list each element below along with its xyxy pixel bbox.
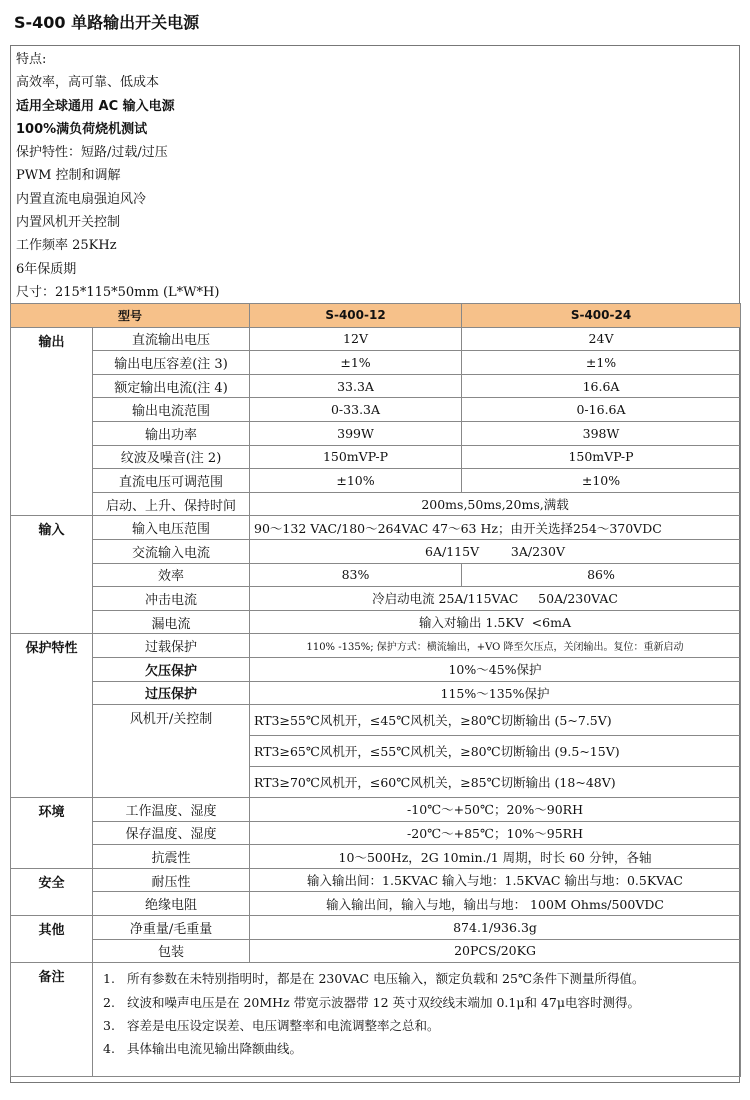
cell-value: 83% — [250, 563, 462, 587]
row-label: 效率 — [93, 563, 250, 587]
row-label: 输出电压容差(注 3) — [93, 351, 250, 375]
table-row — [11, 705, 741, 736]
feature-item: 100%满负荷烧机测试 — [16, 121, 148, 137]
table-row — [11, 610, 741, 634]
note-number: 2. — [103, 994, 115, 1010]
row-label: 抗震性 — [93, 845, 250, 869]
table-row — [11, 445, 741, 469]
note-number: 1. — [103, 971, 115, 987]
feature-item: 内置直流电扇强迫风冷 — [16, 191, 147, 207]
row-label: 过压保护 — [93, 681, 250, 705]
category-safety: 安全 — [11, 868, 93, 915]
cell-value: 0-16.6A — [462, 398, 741, 422]
row-label: 包装 — [93, 939, 250, 963]
cell-value: 24V — [462, 327, 741, 351]
row-label: 欠压保护 — [93, 657, 250, 681]
cell-value: ±1% — [250, 351, 462, 375]
row-label: 交流输入电流 — [93, 539, 250, 563]
cell-value: RT3≥65℃风机开，≤55℃风机关，≥80℃切断输出 (9.5~15V) — [250, 736, 741, 767]
note-item — [103, 991, 730, 1014]
feature-item: 6年保质期 — [16, 261, 77, 277]
category-notes: 备注 — [11, 963, 93, 1077]
row-label: 过载保护 — [93, 634, 250, 658]
header-model-24: S-400-24 — [462, 304, 741, 328]
row-label: 保存温度、湿度 — [93, 821, 250, 845]
table-row — [11, 539, 741, 563]
cell-value: 33.3A — [250, 374, 462, 398]
cell-value: 200ms,50ms,20ms,满载 — [250, 492, 741, 516]
feature-item: PWM 控制和调解 — [16, 168, 121, 184]
table-row — [11, 634, 741, 658]
cell-value: ±1% — [462, 351, 741, 375]
cell-value: 输入输出间，输入与地，输出与地： 100M Ohms/500VDC — [250, 892, 741, 916]
table-row — [11, 374, 741, 398]
cell-value: RT3≥70℃风机开，≤60℃风机关，≥85℃切断输出 (18~48V) — [250, 767, 741, 798]
cell-value: 399W — [250, 421, 462, 445]
table-row — [11, 327, 741, 351]
row-label: 风机开/关控制 — [93, 705, 250, 798]
cell-value: 冷启动电流 25A/115VAC 50A/230VAC — [250, 587, 741, 611]
row-label: 工作温度、湿度 — [93, 798, 250, 822]
cell-value: 10～500Hz，2G 10min./1 周期，时长 60 分钟，各轴 — [250, 845, 741, 869]
note-number: 3. — [103, 1018, 115, 1034]
feature-item: 尺寸：215*115*50mm (L*W*H) — [16, 284, 220, 300]
cell-value: -10℃～+50℃；20%～90RH — [250, 798, 741, 822]
table-row — [11, 821, 741, 845]
note-text: 纹波和噪声电压是在 20MHz 带宽示波器带 12 英寸双绞线末端加 0.1μ和 47μ电容时测得。 — [127, 994, 640, 1010]
feature-item: 高效率，高可靠、低成本 — [16, 75, 160, 91]
table-row — [11, 492, 741, 516]
row-label: 启动、上升、保持时间 — [93, 492, 250, 516]
cell-value: 86% — [462, 563, 741, 587]
cell-value: 90～132 VAC/180～264VAC 47～63 Hz；由开关选择254～370VDC — [250, 516, 741, 540]
table-row — [11, 963, 741, 1077]
cell-value: 150mVP-P — [462, 445, 741, 469]
row-label: 直流输出电压 — [93, 327, 250, 351]
cell-value: 398W — [462, 421, 741, 445]
table-row — [11, 516, 741, 540]
cell-value: -20℃～+85℃；10%～95RH — [250, 821, 741, 845]
note-number: 4. — [103, 1041, 115, 1057]
cell-value: 0-33.3A — [250, 398, 462, 422]
note-text: 容差是电压设定误差、电压调整率和电流调整率之总和。 — [127, 1018, 440, 1034]
header-model-12: S-400-12 — [250, 304, 462, 328]
table-row — [11, 681, 741, 705]
row-label: 冲击电流 — [93, 587, 250, 611]
table-header-row — [11, 304, 741, 328]
table-row — [11, 351, 741, 375]
row-label: 绝缘电阻 — [93, 892, 250, 916]
cell-value: 20PCS/20KG — [250, 939, 741, 963]
table-row — [11, 657, 741, 681]
note-item — [103, 967, 730, 990]
table-row — [11, 798, 741, 822]
row-label: 输入电压范围 — [93, 516, 250, 540]
table-row — [11, 845, 741, 869]
row-label: 净重量/毛重量 — [93, 916, 250, 940]
cell-value: ±10% — [462, 469, 741, 493]
row-label: 输出功率 — [93, 421, 250, 445]
notes-cell — [93, 963, 741, 1077]
note-item — [103, 1037, 730, 1060]
cell-value: 874.1/936.3g — [250, 916, 741, 940]
cell-value: 输入输出间：1.5KVAC 输入与地：1.5KVAC 输出与地：0.5KVAC — [250, 868, 741, 892]
cell-value: 16.6A — [462, 374, 741, 398]
header-model: 型号 — [11, 304, 250, 328]
row-label: 漏电流 — [93, 610, 250, 634]
row-label: 耐压性 — [93, 868, 250, 892]
cell-value: 输入对输出 1.5KV <6mA — [250, 610, 741, 634]
category-output: 输出 — [11, 327, 93, 516]
feature-item: 工作频率 25KHz — [16, 238, 117, 254]
category-protection: 保护特性 — [11, 634, 93, 798]
feature-item: 内置风机开关控制 — [16, 215, 121, 231]
category-environment: 环境 — [11, 798, 93, 869]
table-row — [11, 398, 741, 422]
note-item — [103, 1014, 730, 1037]
cell-value: 10%～45%保护 — [250, 657, 741, 681]
cell-value: 12V — [250, 327, 462, 351]
cell-value: ±10% — [250, 469, 462, 493]
table-row — [11, 892, 741, 916]
feature-item: 适用全球通用 AC 输入电源 — [16, 98, 175, 114]
cell-value: 110% -135%; 保护方式：横流输出，+VO 降至欠压点，关闭输出。复位：重新启动 — [250, 634, 741, 658]
category-input: 输入 — [11, 516, 93, 634]
table-row — [11, 939, 741, 963]
row-label: 纹波及噪音(注 2) — [93, 445, 250, 469]
row-label: 额定输出电流(注 4) — [93, 374, 250, 398]
cell-value: RT3≥55℃风机开，≤45℃风机关，≥80℃切断输出 (5~7.5V) — [250, 705, 741, 736]
cell-value: 6A/115V 3A/230V — [250, 539, 741, 563]
spec-table — [10, 303, 741, 1077]
note-text: 具体输出电流见输出降额曲线。 — [127, 1041, 303, 1057]
row-label: 直流电压可调范围 — [93, 469, 250, 493]
table-row — [11, 868, 741, 892]
features-list — [16, 48, 616, 304]
page-title: S-400 单路输出开关电源 — [14, 13, 200, 32]
category-other: 其他 — [11, 916, 93, 963]
table-row — [11, 421, 741, 445]
table-row — [11, 469, 741, 493]
table-row — [11, 916, 741, 940]
feature-item: 保护特性：短路/过载/过压 — [16, 145, 168, 161]
cell-value: 150mVP-P — [250, 445, 462, 469]
features-heading: 特点: — [16, 52, 47, 67]
table-row — [11, 563, 741, 587]
note-text: 所有参数在未特别指明时，都是在 230VAC 电压输入，额定负载和 25℃条件下测量所得值。 — [127, 971, 645, 987]
table-row — [11, 587, 741, 611]
row-label: 输出电流范围 — [93, 398, 250, 422]
cell-value: 115%～135%保护 — [250, 681, 741, 705]
